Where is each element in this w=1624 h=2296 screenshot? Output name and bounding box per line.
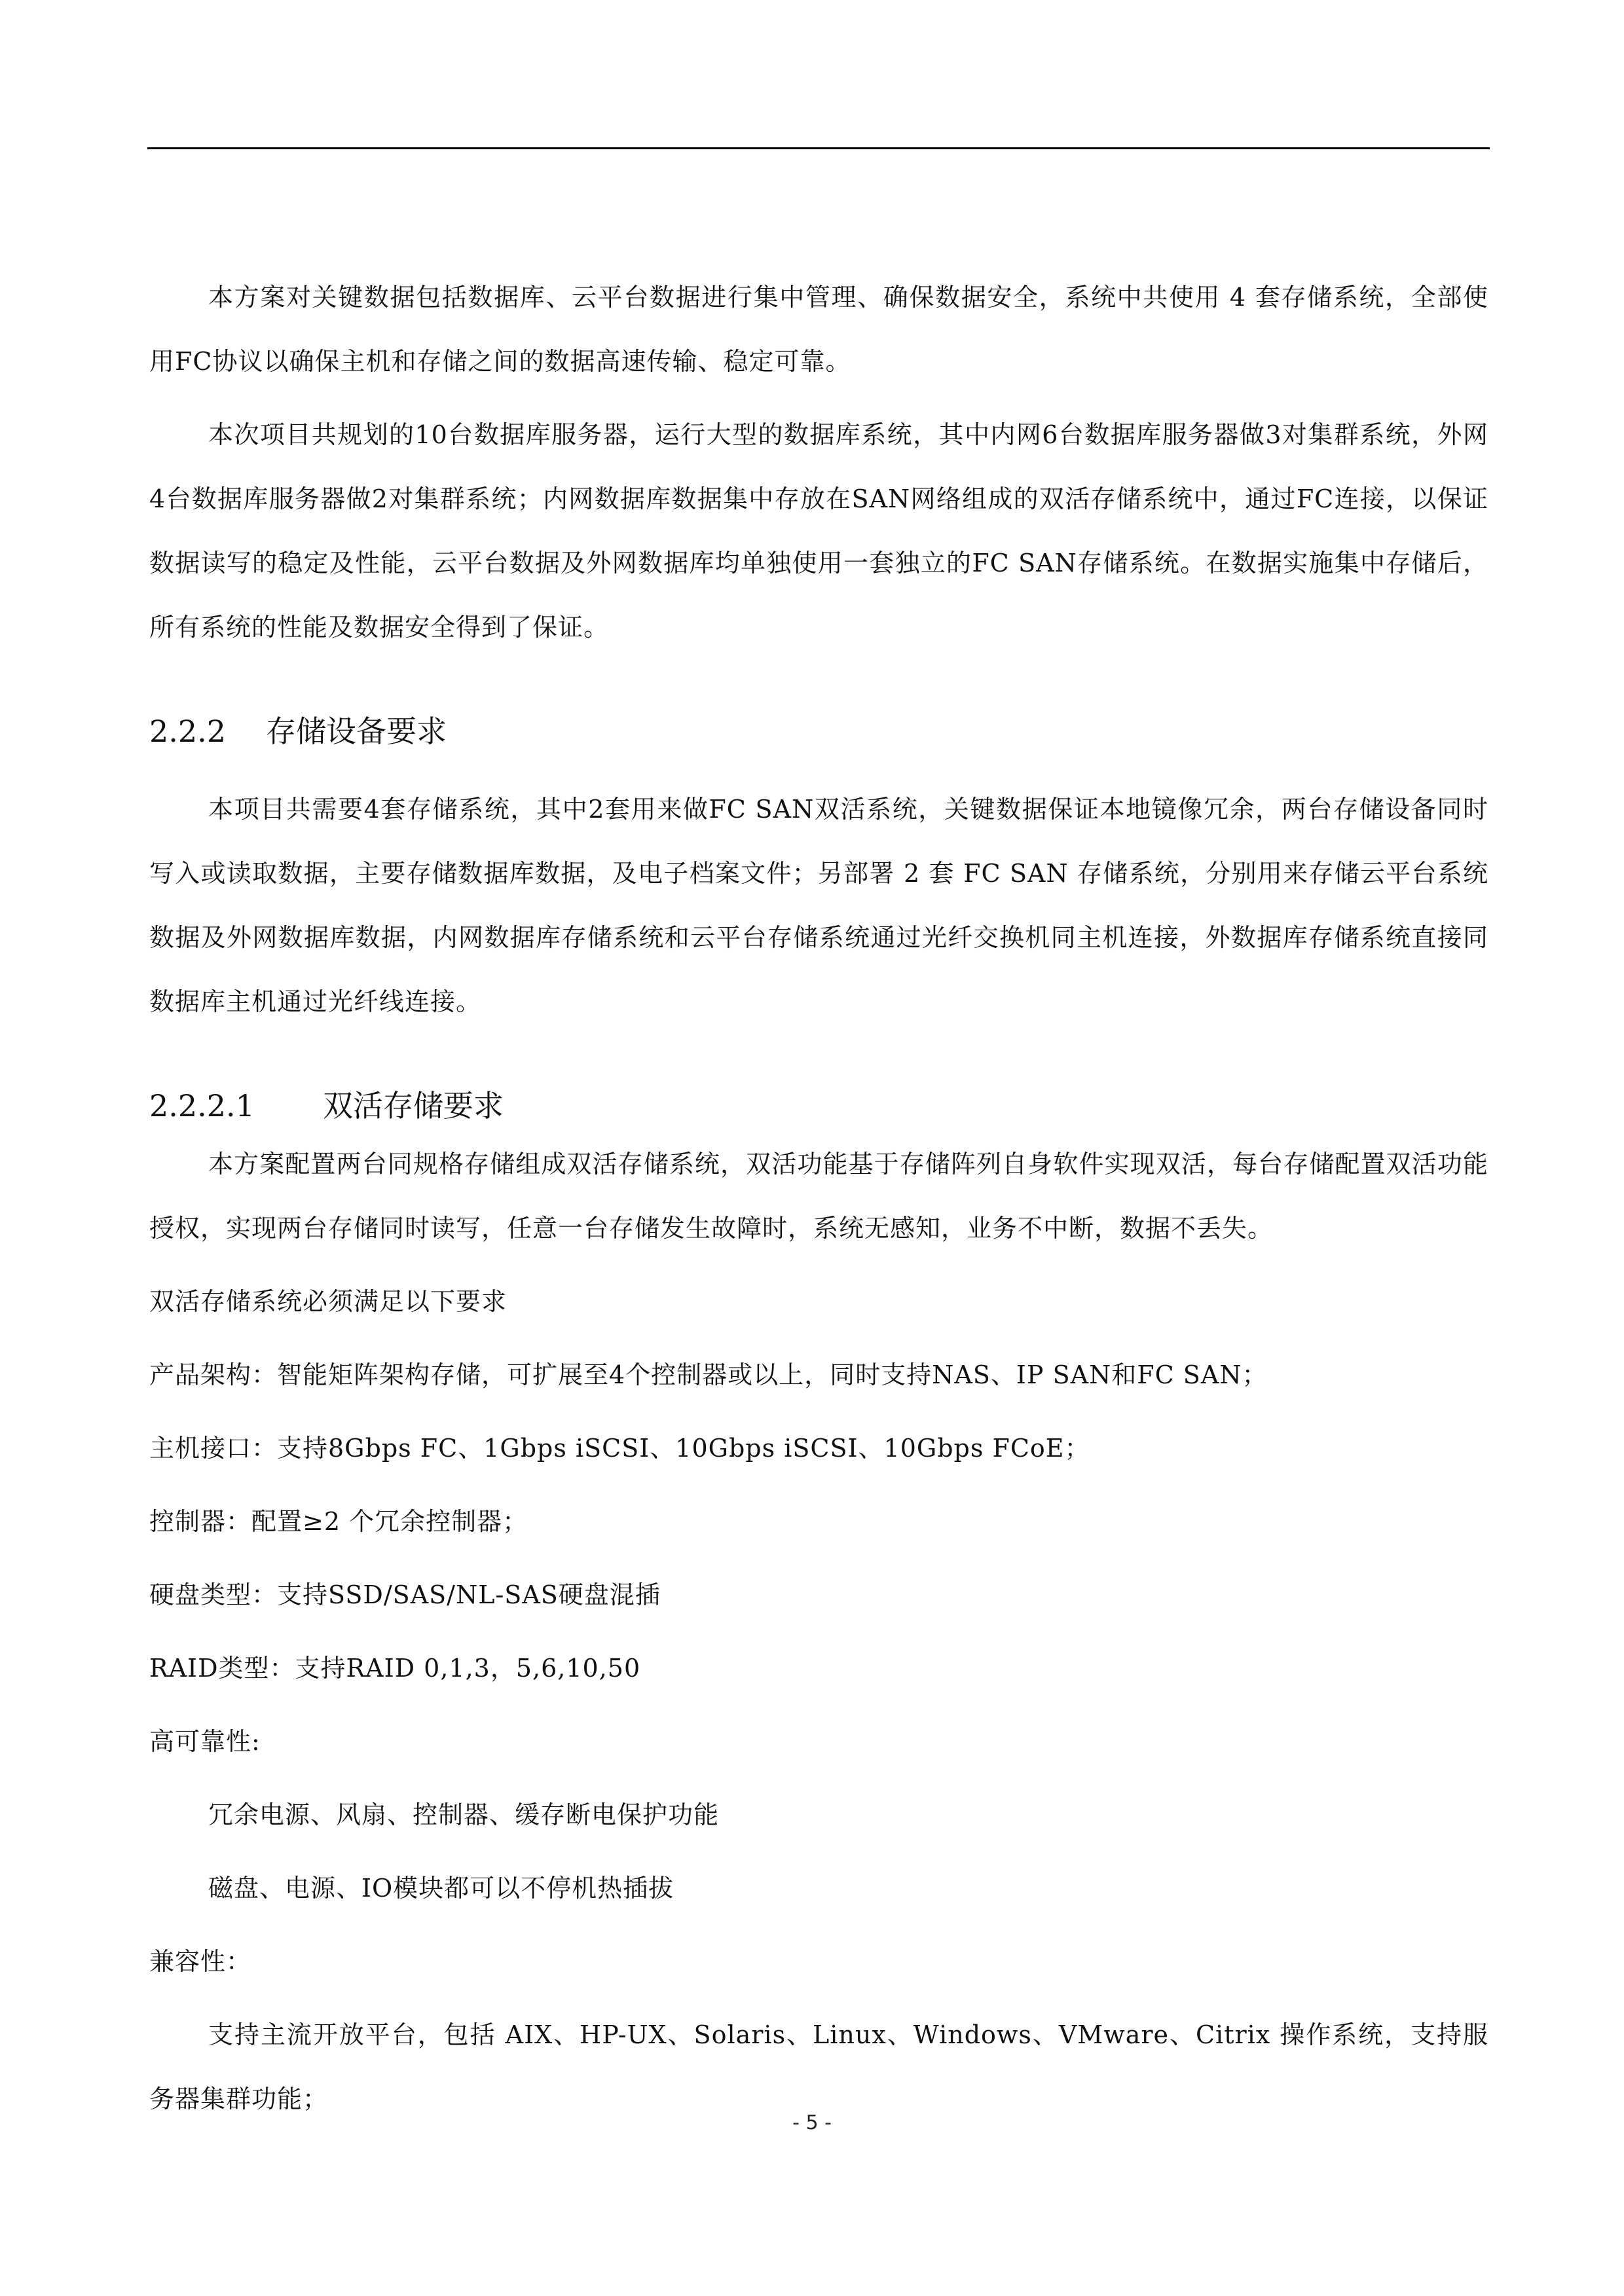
- req-compatibility-label: 兼容性：: [149, 1947, 252, 1976]
- header-rule: [147, 147, 1490, 149]
- requirements-intro: 双活存储系统必须满足以下要求: [149, 1287, 507, 1316]
- subsection-title: 双活存储要求: [323, 1088, 504, 1123]
- req-raid-type: RAID类型：支持RAID 0,1,3，5,6,10,50: [149, 1654, 641, 1683]
- section-number: 2.2.2: [149, 714, 227, 749]
- intro-paragraph-2: 本次项目共规划的10台数据库服务器，运行大型的数据库系统，其中内网6台数据库服务器做3对集群系统，外网4台数据库服务器做2对集群系统；内网数据库数据集中存放在SAN网络组成的双活存储系统中，通过FC连接，以保证数据读写的稳定及性能，云平台数据及外网数据库均单独使用一套独立的FC SAN存储系统。在数据实施集中存储后，所有系统的性能及数据安全得到了保证。: [149, 420, 1488, 642]
- active-active-paragraph: 本方案配置两台同规格存储组成双活存储系统，双活功能基于存储阵列自身软件实现双活，每台存储配置双活功能授权，实现两台存储同时读写，任意一台存储发生故障时，系统无感知，业务不中断，数据不丢失。: [149, 1150, 1488, 1243]
- req-ha-item-1: 冗余电源、风扇、控制器、缓存断电保护功能: [208, 1800, 720, 1829]
- req-host-interface: 主机接口：支持8Gbps FC、1Gbps iSCSI、10Gbps iSCSI、10Gbps FCoE；: [149, 1434, 1090, 1463]
- section-heading-2-2-2-1: [149, 1080, 1488, 1132]
- req-high-availability-label: 高可靠性:: [149, 1727, 261, 1756]
- section-heading-2-2-2: [149, 705, 1488, 757]
- req-disk-type: 硬盘类型：支持SSD/SAS/NL-SAS硬盘混插: [149, 1580, 661, 1609]
- subsection-number: 2.2.2.1: [149, 1088, 255, 1123]
- req-compatibility-item-1: 支持主流开放平台，包括 AIX、HP-UX、Solaris、Linux、Windows、VMware、Citrix 操作系统，支持服务器集群功能；: [149, 2020, 1488, 2113]
- document-body: [149, 265, 1488, 2140]
- storage-requirements-paragraph: 本项目共需要4套存储系统，其中2套用来做FC SAN双活系统，关键数据保证本地镜像冗余，两台存储设备同时写入或读取数据，主要存储数据库数据，及电子档案文件；另部署 2 套 FC SAN 存储系统，分别用来存储云平台系统数据及外网数据库数据，内网数据库存储系统和云平台存储系统通过光纤交换机同主机连接，外数据库存储系统直接同数据库主机通过光纤线连接。: [149, 795, 1488, 1016]
- intro-paragraph-1: 本方案对关键数据包括数据库、云平台数据进行集中管理、确保数据安全，系统中共使用 4 套存储系统，全部使用FC协议以确保主机和存储之间的数据高速传输、稳定可靠。: [149, 283, 1488, 376]
- req-ha-item-2: 磁盘、电源、IO模块都可以不停机热插拔: [208, 1874, 674, 1903]
- section-title: 存储设备要求: [266, 714, 447, 749]
- req-controller: 控制器：配置≥2 个冗余控制器；: [149, 1507, 528, 1536]
- page-number: - 5 -: [792, 2111, 832, 2134]
- req-architecture: 产品架构：智能矩阵架构存储，可扩展至4个控制器或以上，同时支持NAS、IP SAN和FC SAN；: [149, 1360, 1268, 1389]
